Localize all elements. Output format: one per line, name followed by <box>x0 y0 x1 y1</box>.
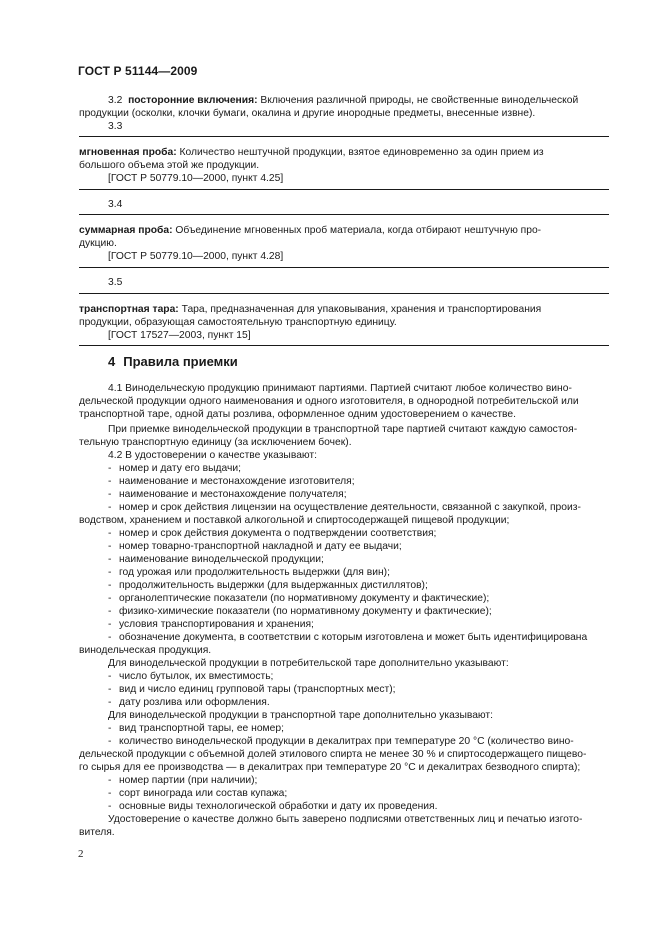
list-item: - вид транспортной тары, ее номер; <box>108 723 284 734</box>
list-item: - условия транспортирования и хранения; <box>108 619 314 630</box>
list-item: - номер товарно-транспортной накладной и дату ее выдачи; <box>108 541 402 552</box>
divider <box>79 267 609 268</box>
body-line: 4.2 В удостоверении о качестве указывают: <box>108 450 317 461</box>
body-line: Удостоверение о качестве должно быть заверено подписями ответственных лиц и печатью изгото- <box>108 814 583 825</box>
term-3-2-definition: Включения различной природы, не свойственные винодельческой <box>257 95 579 106</box>
term-3-2-line-1 <box>108 95 578 108</box>
list-item: - наименование и местонахождение изготовителя; <box>108 476 355 487</box>
body-line: вителя. <box>79 827 115 838</box>
term-3-2-title: посторонние включения: <box>128 95 258 106</box>
list-item: - год урожая или продолжительность выдержки (для вин); <box>108 567 390 578</box>
term-3-2-line-2: продукции (осколки, клочки бумаги, окалина и другие инородные предметы, внесенные извне). <box>79 108 536 119</box>
body-line: транспортной таре, одной даты розлива, оформленное одним удостоверением о качестве. <box>79 409 516 420</box>
list-item: - продолжительность выдержки (для выдержанных дистиллятов); <box>108 580 428 591</box>
term-3-2-number: 3.2 <box>108 95 123 106</box>
body-line: дельческой продукции с объемной долей этилового спирта не менее 30 % и спиртосодержащего пищево- <box>79 749 587 760</box>
term-3-5-reference: [ГОСТ 17527—2003, пункт 15] <box>108 330 251 341</box>
list-item: - физико-химические показатели (по нормативному документу и фактические); <box>108 606 492 617</box>
body-line: водством, хранением и поставкой алкогольной и спиртосодержащей пищевой продукции; <box>79 515 510 526</box>
body-line: винодельческая продукция. <box>79 645 212 656</box>
term-3-4-line-2: дукцию. <box>79 238 117 249</box>
term-3-5-title: транспортная тара: <box>79 304 179 315</box>
list-item: - основные виды технологической обработки и дату их проведения. <box>108 801 438 812</box>
term-3-3-reference: [ГОСТ Р 50779.10—2000, пункт 4.25] <box>108 173 284 184</box>
list-item: - обозначение документа, в соответствии с которым изготовлена и может быть идентифицирована <box>108 632 588 643</box>
divider <box>79 189 609 190</box>
section-4-number: 4 <box>108 354 116 369</box>
term-3-5-line-1 <box>79 304 541 317</box>
term-3-5-line-2: продукции, образующая самостоятельную транспортную единицу. <box>79 317 397 328</box>
body-line: тельную транспортную единицу (за исключением бочек). <box>79 437 352 448</box>
term-3-4-title: суммарная проба: <box>79 225 173 236</box>
document-header: ГОСТ Р 51144—2009 <box>78 64 198 78</box>
divider <box>79 214 609 215</box>
divider <box>79 345 609 346</box>
term-3-4-number: 3.4 <box>108 199 123 210</box>
term-3-3-definition: Количество нештучной продукции, взятое единовременно за один прием из <box>176 147 544 158</box>
term-3-4-line-1 <box>79 225 541 238</box>
divider <box>79 136 609 137</box>
list-item: - число бутылок, их вместимость; <box>108 671 274 682</box>
body-line: Для винодельческой продукции в потребительской таре дополнительно указывают: <box>108 658 509 669</box>
divider <box>79 293 609 294</box>
list-item: - дату розлива или оформления. <box>108 697 270 708</box>
term-3-3-line-1 <box>79 147 544 160</box>
list-item: - наименование винодельческой продукции; <box>108 554 324 565</box>
term-3-4-reference: [ГОСТ Р 50779.10—2000, пункт 4.28] <box>108 251 284 262</box>
page-number: 2 <box>78 848 84 860</box>
term-3-5-definition: Тара, предназначенная для упаковывания, хранения и транспортирования <box>178 304 542 315</box>
list-item: - сорт винограда или состав купажа; <box>108 788 288 799</box>
list-item: - номер партии (при наличии); <box>108 775 258 786</box>
body-line: дельческой продукции одного наименования и одного изготовителя, в однородной потребительской или <box>79 396 579 407</box>
list-item: - номер и срок действия документа о подтверждении соответствия; <box>108 528 437 539</box>
term-3-3-line-2: большого объема этой же продукции. <box>79 160 260 171</box>
term-3-3-title: мгновенная проба: <box>79 147 177 158</box>
term-3-5-number: 3.5 <box>108 277 123 288</box>
term-3-3-number: 3.3 <box>108 121 123 132</box>
list-item: - вид и число единиц групповой тары (транспортных мест); <box>108 684 396 695</box>
list-item: - номер и срок действия лицензии на осуществление деятельности, связанной с закупкой, произ- <box>108 502 581 513</box>
body-line: При приемке винодельческой продукции в транспортной таре партией считают каждую самостоя- <box>108 424 578 435</box>
list-item: - наименование и местонахождение получателя; <box>108 489 347 500</box>
list-item: - органолептические показатели (по нормативному документу и фактические); <box>108 593 490 604</box>
list-item: - количество винодельческой продукции в декалитрах при температуре 20 °С (количество вино- <box>108 736 574 747</box>
section-4-title: Правила приемки <box>123 354 238 369</box>
list-item: - номер и дату его выдачи; <box>108 463 241 474</box>
term-3-4-definition: Объединение мгновенных проб материала, когда отбирают нештучную про- <box>172 225 542 236</box>
body-line: Для винодельческой продукции в транспортной таре дополнительно указывают: <box>108 710 494 721</box>
body-line: го сырья для ее производства — в декалитрах при температуре 20 °С и декалитрах безводного спирта); <box>79 762 581 773</box>
body-line: 4.1 Винодельческую продукцию принимают партиями. Партией считают любое количество вино- <box>108 383 572 394</box>
section-4-heading <box>108 354 238 369</box>
